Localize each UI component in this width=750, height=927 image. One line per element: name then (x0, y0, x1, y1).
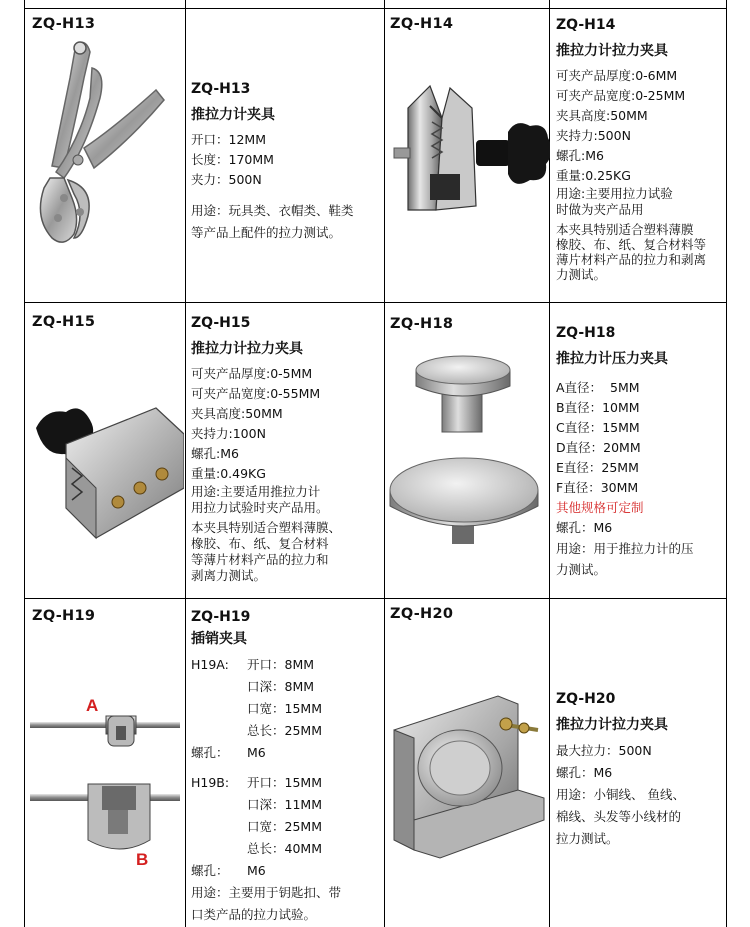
spec-line: C直径：15MM (556, 420, 640, 435)
product-title: 插销夹具 (191, 631, 247, 647)
spec-line: 重量:0.49KG (191, 466, 266, 481)
usage-text: 用途：主要用于钥匙扣、带 口类产品的拉力试验。 (191, 885, 342, 922)
screw-label: 螺孔： (191, 745, 229, 760)
grid-line (24, 0, 25, 927)
usage-text: 用途:主要用拉力试验 时做为夹产品用 (556, 186, 673, 217)
spec-line: 长度：170MM (191, 152, 274, 167)
product-code-text: ZQ-H14 (556, 17, 616, 33)
spec-line: 夹力：500N (191, 172, 262, 187)
spec-line: A直径： 5MM (556, 380, 640, 395)
wire-clamp-image (388, 690, 546, 860)
spec-line: 螺孔：M6 (556, 765, 613, 780)
product-title: 推拉力计拉力夹具 (191, 341, 303, 357)
product-code: ZQ-H14 (390, 16, 454, 32)
spec-line: 口深：8MM (247, 679, 315, 694)
screw-value: M6 (247, 745, 266, 760)
product-code: ZQ-H20 (390, 606, 454, 622)
spec-cell-h20 (556, 688, 726, 850)
spec-line: 夹具高度:50MM (556, 108, 648, 123)
spec-cell-h13 (191, 76, 379, 244)
spec-line: 重量:0.25KG (556, 168, 631, 183)
variant-label: H19B: (191, 775, 230, 790)
spec-line: 口宽：15MM (247, 701, 322, 716)
spec-line: F直径：30MM (556, 480, 639, 495)
product-code-text: ZQ-H20 (556, 691, 616, 707)
spec-line: 最大拉力：500N (556, 743, 652, 758)
pressure-discs-image (386, 350, 546, 550)
screw-label: 螺孔： (191, 863, 229, 878)
product-code: ZQ-H18 (390, 316, 454, 332)
spec-line: B直径：10MM (556, 400, 640, 415)
product-code: ZQ-H13 (32, 16, 96, 32)
spec-line: E直径：25MM (556, 460, 639, 475)
usage-text: 用途：用于推拉力计的压 力测试。 (556, 541, 694, 577)
spec-line: 夹具高度:50MM (191, 406, 283, 421)
spec-line: 螺孔:M6 (191, 446, 239, 461)
wide-clamp-image (36, 398, 184, 548)
spec-line: 开口：12MM (191, 132, 266, 147)
spec-line: 夹持力:100N (191, 426, 266, 441)
custom-spec-note: 其他规格可定制 (556, 500, 644, 515)
grid-line (24, 8, 726, 9)
product-code-text: ZQ-H18 (556, 325, 616, 341)
pin-clamp-b-image (30, 780, 180, 858)
product-title: 推拉力计拉力夹具 (556, 717, 668, 733)
product-code: ZQ-H19 (32, 608, 96, 624)
spec-line: 可夹产品宽度:0-55MM (191, 386, 321, 401)
spec-line: 总长：40MM (247, 841, 322, 856)
spec-line: 夹持力:500N (556, 128, 631, 143)
variant-label-b: B (136, 850, 149, 869)
spec-cell-h18 (556, 322, 726, 580)
spec-line: 螺孔:M6 (556, 148, 604, 163)
note-text: 本夹具特别适合塑料薄膜 橡胶、布、纸、复合材料等 薄片材料产品的拉力和剥离 力测试。 (556, 222, 707, 282)
usage-text: 用途：小铜线、 鱼线、 棉线、头发等小线材的 拉力测试。 (556, 787, 685, 846)
grid-line (384, 0, 385, 927)
screw-value: M6 (247, 863, 266, 878)
spec-line: 口深：11MM (247, 797, 322, 812)
grid-line (185, 0, 186, 927)
usage-text: 用途：玩具类、衣帽类、鞋类 等产品上配件的拉力测试。 (191, 203, 354, 240)
variant-label-a: A (86, 696, 99, 715)
spec-cell-h14 (556, 14, 726, 282)
product-title: 推拉力计压力夹具 (556, 351, 668, 367)
product-code-text: ZQ-H15 (191, 315, 251, 331)
locking-pliers-image (34, 38, 174, 248)
spec-cell-h19 (191, 606, 383, 926)
variant-label: H19A: (191, 657, 229, 672)
grid-line (24, 302, 726, 303)
spec-line: D直径：20MM (556, 440, 641, 455)
spec-line: 可夹产品厚度:0-6MM (556, 68, 678, 83)
grid-line (726, 0, 727, 927)
product-code-text: ZQ-H13 (191, 81, 251, 97)
grid-line (24, 598, 726, 599)
spec-cell-h15 (191, 312, 381, 584)
spec-line: 总长：25MM (247, 723, 322, 738)
spec-line: 开口：15MM (247, 775, 322, 790)
spec-line: 可夹产品宽度:0-25MM (556, 88, 686, 103)
note-text: 本夹具特别适合塑料薄膜、 橡胶、布、纸、复合材料 等薄片材料产品的拉力和 剥离力测试。 (191, 520, 342, 583)
usage-text: 用途:主要适用推拉力计 用拉力试验时夹产品用。 (191, 484, 329, 515)
product-code: ZQ-H15 (32, 314, 96, 330)
spec-line: 螺孔：M6 (556, 520, 613, 535)
film-clamp-image (390, 78, 550, 228)
spec-line: 口宽：25MM (247, 819, 322, 834)
spec-line: 开口：8MM (247, 657, 315, 672)
spec-line: 可夹产品厚度:0-5MM (191, 366, 313, 381)
product-code-text: ZQ-H19 (191, 609, 251, 625)
product-title: 推拉力计夹具 (191, 107, 275, 123)
pin-clamp-a-image (30, 710, 180, 750)
product-title: 推拉力计拉力夹具 (556, 43, 668, 59)
